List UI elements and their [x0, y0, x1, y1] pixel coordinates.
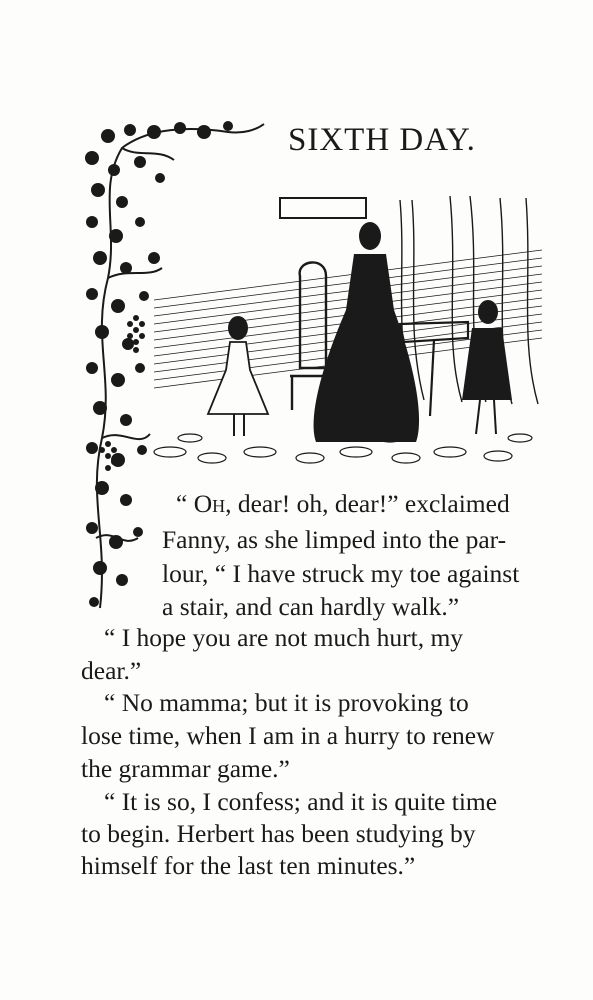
engraving-illustration — [150, 190, 542, 470]
paragraph-1-line-3: lour, “ I have struck my toe against — [162, 559, 520, 588]
paragraph-4-line-3: himself for the last ten minutes.” — [81, 851, 416, 880]
paragraph-4-line-2: to begin. Herbert has been studying by — [81, 819, 476, 848]
paragraph-2-line-2: dear.” — [81, 656, 142, 685]
paragraph-2-line-1: “ I hope you are not much hurt, my — [104, 623, 464, 652]
paragraph-1-line-1: “ Oh, dear! oh, dear!” exclaimed — [176, 489, 510, 518]
paragraph-1-line-4: a stair, and can hardly walk.” — [162, 592, 460, 621]
paragraph-3-line-1: “ No mamma; but it is provoking to — [104, 688, 469, 717]
paragraph-3-line-3: the grammar game.” — [81, 754, 290, 783]
paragraph-1-line-2: Fanny, as she limped into the par- — [162, 525, 507, 554]
paragraph-4-line-1: “ It is so, I confess; and it is quite time — [104, 787, 498, 816]
chapter-heading: SIXTH DAY. — [288, 122, 476, 158]
paragraph-3-line-2: lose time, when I am in a hurry to renew — [81, 721, 495, 750]
